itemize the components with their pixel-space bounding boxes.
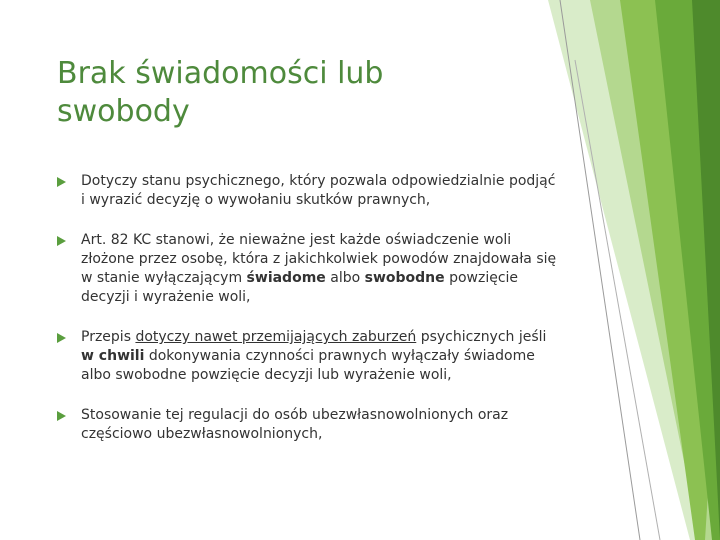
bullet-item (57, 172, 557, 210)
bullet-list (57, 172, 557, 465)
bullet-text (81, 173, 555, 208)
bullet-text-part: dokonywania czynności prawnych wyłączały świadome albo swobodne powzięcie decyzji lub wyrażenie woli, (81, 348, 535, 383)
bullet-text-part: Dotyczy stanu psychicznego, który pozwala odpowiedzialnie podjąć i wyrazić decyzję o wywołaniu skutków prawnych, (81, 173, 556, 208)
bullet-text-part: psychicznych jeśli (416, 329, 547, 345)
bullet-text-part: albo (325, 270, 365, 286)
bullet-text-part: powzięcie decyzji i wyrażenie woli, (81, 270, 519, 305)
triangle-bullet-icon (57, 236, 66, 246)
bullet-text-part: Art. 82 KC stanowi, że nieważne jest każde oświadczenie woli złożone przez osobę, która z jakichkolwiek powodów znajdowała się w stanie wyłączającym (81, 232, 557, 286)
bullet-text (81, 232, 556, 305)
bullet-text-part: Stosowanie tej regulacji do osób ubezwłasnowolnionych oraz częściowo ubezwłasnowolnionych, (81, 407, 509, 442)
bullet-text-bold: swobodne (364, 270, 445, 286)
bullet-text-bold: świadome (246, 270, 326, 286)
bullet-item (57, 406, 557, 444)
triangle-bullet-icon (57, 177, 66, 187)
triangle-bullet-icon (57, 333, 66, 343)
bullet-text-underlined: dotyczy nawet przemijających zaburzeń (135, 329, 417, 345)
triangle-bullet-icon (57, 411, 66, 421)
bullet-item (57, 231, 557, 307)
bullet-text (81, 329, 546, 383)
bullet-text-bold: w chwili (81, 348, 145, 364)
bullet-item (57, 328, 557, 385)
bullet-text (81, 407, 508, 442)
slide-title: Brak świadomości lub swobody (57, 56, 384, 129)
bullet-text-part: Przepis (81, 329, 136, 345)
